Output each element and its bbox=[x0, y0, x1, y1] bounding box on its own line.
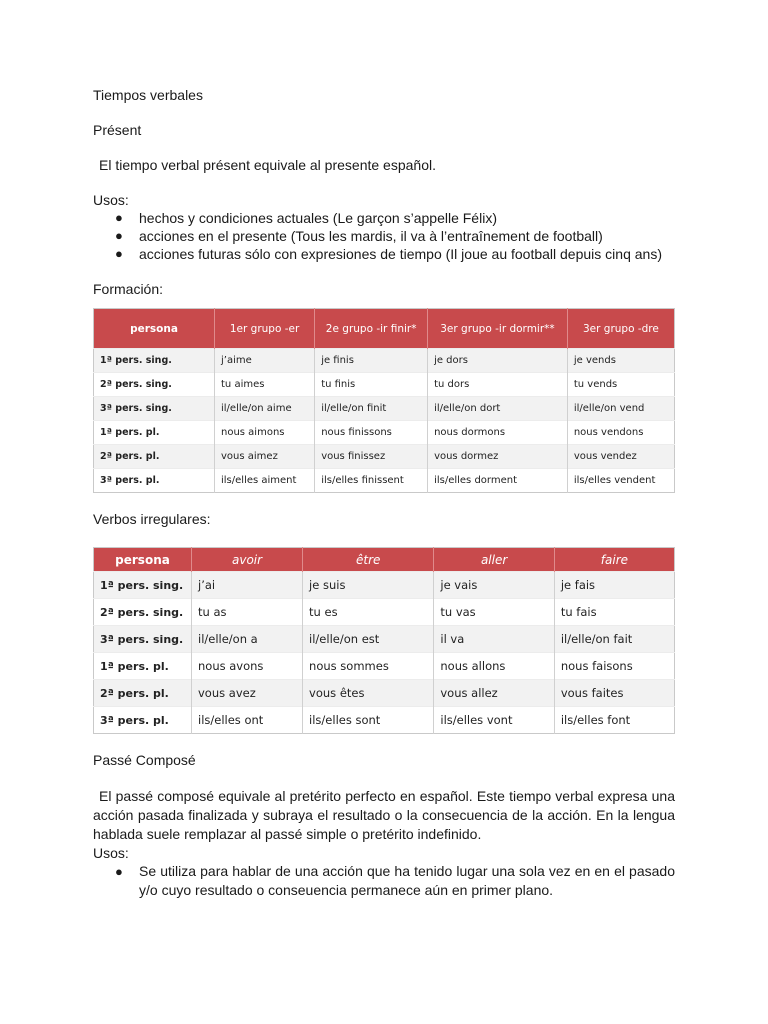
table-row bbox=[94, 599, 675, 626]
list-item: ● acciones futuras sólo con expresiones de tiempo (Il joue au football depuis cinq ans) bbox=[115, 246, 662, 262]
table-header: persona bbox=[94, 309, 215, 349]
table-cell: 3ª pers. pl. bbox=[94, 707, 192, 734]
table-cell: il/elle/on fait bbox=[554, 626, 674, 653]
table-row bbox=[94, 445, 675, 469]
table-row bbox=[94, 626, 675, 653]
passe-usos-list bbox=[93, 862, 675, 900]
table-header: aller bbox=[434, 548, 554, 572]
table-cell: ils/elles aiment bbox=[215, 469, 315, 493]
passe-compose-heading: Passé Composé bbox=[93, 752, 196, 768]
table-cell: il/elle/on aime bbox=[215, 397, 315, 421]
table-row bbox=[94, 680, 675, 707]
table-cell: vous dormez bbox=[428, 445, 568, 469]
table-cell: 2ª pers. sing. bbox=[94, 373, 215, 397]
table-row bbox=[94, 469, 675, 493]
document-title: Tiempos verbales bbox=[93, 87, 203, 103]
table-cell: tu finis bbox=[315, 373, 428, 397]
table-cell: 2ª pers. pl. bbox=[94, 445, 215, 469]
irregulares-label: Verbos irregulares: bbox=[93, 511, 211, 527]
bullet-icon: ● bbox=[115, 228, 123, 243]
table-cell: ils/elles dorment bbox=[428, 469, 568, 493]
bullet-icon: ● bbox=[115, 210, 123, 225]
table-cell: j’ai bbox=[192, 572, 303, 599]
table-cell: ils/elles vont bbox=[434, 707, 554, 734]
table-cell: je vends bbox=[567, 349, 674, 373]
passe-compose-paragraph: El passé composé equivale al pretérito perfecto en español. Este tiempo verbal expresa una acción pasada finalizada y subraya el resultado o la consecuencia de la acción. En la lengua hablada suele remplazar al passé simple o pretérito indefinido. bbox=[93, 788, 675, 842]
table-cell: ils/elles finissent bbox=[315, 469, 428, 493]
table-cell: vous allez bbox=[434, 680, 554, 707]
table-cell: 3ª pers. sing. bbox=[94, 397, 215, 421]
table-cell: nous dormons bbox=[428, 421, 568, 445]
document-page bbox=[93, 86, 675, 900]
table-cell: ils/elles sont bbox=[303, 707, 434, 734]
usos-label: Usos: bbox=[93, 192, 129, 208]
table-cell: ils/elles font bbox=[554, 707, 674, 734]
table-cell: 1ª pers. pl. bbox=[94, 421, 215, 445]
table-cell: vous avez bbox=[192, 680, 303, 707]
table-cell: tu dors bbox=[428, 373, 568, 397]
table-row bbox=[94, 349, 675, 373]
table-cell: vous faites bbox=[554, 680, 674, 707]
table-cell: il/elle/on vend bbox=[567, 397, 674, 421]
table-cell: 2ª pers. pl. bbox=[94, 680, 192, 707]
table-cell: il/elle/on finit bbox=[315, 397, 428, 421]
table-row bbox=[94, 373, 675, 397]
table-cell: il va bbox=[434, 626, 554, 653]
table-header-row bbox=[94, 548, 675, 572]
table-cell: vous vendez bbox=[567, 445, 674, 469]
table-cell: ils/elles vendent bbox=[567, 469, 674, 493]
table-cell: il/elle/on a bbox=[192, 626, 303, 653]
table-header: faire bbox=[554, 548, 674, 572]
table-header: persona bbox=[94, 548, 192, 572]
table-cell: tu es bbox=[303, 599, 434, 626]
table-cell: 1ª pers. sing. bbox=[94, 349, 215, 373]
table-cell: vous aimez bbox=[215, 445, 315, 469]
table-cell: ils/elles ont bbox=[192, 707, 303, 734]
table-cell: je dors bbox=[428, 349, 568, 373]
table-cell: il/elle/on dort bbox=[428, 397, 568, 421]
table-row bbox=[94, 707, 675, 734]
table-header: 1er grupo -er bbox=[215, 309, 315, 349]
table-header: 3er grupo -dre bbox=[567, 309, 674, 349]
formacion-label: Formación: bbox=[93, 281, 164, 297]
table-row bbox=[94, 421, 675, 445]
table-cell: il/elle/on est bbox=[303, 626, 434, 653]
table-cell: je vais bbox=[434, 572, 554, 599]
table-cell: nous aimons bbox=[215, 421, 315, 445]
table-cell: vous finissez bbox=[315, 445, 428, 469]
table-cell: je fais bbox=[554, 572, 674, 599]
table-row bbox=[94, 653, 675, 680]
table-cell: nous finissons bbox=[315, 421, 428, 445]
table-cell: je finis bbox=[315, 349, 428, 373]
table-cell: 1ª pers. pl. bbox=[94, 653, 192, 680]
table-header: avoir bbox=[192, 548, 303, 572]
table-cell: tu vends bbox=[567, 373, 674, 397]
irregular-verbs-table bbox=[93, 547, 675, 734]
table-cell: nous avons bbox=[192, 653, 303, 680]
table-header: 2e grupo -ir finir* bbox=[315, 309, 428, 349]
table-cell: 2ª pers. sing. bbox=[94, 599, 192, 626]
table-header: 3er grupo -ir dormir** bbox=[428, 309, 568, 349]
table-cell: vous êtes bbox=[303, 680, 434, 707]
bullet-icon: ● bbox=[115, 246, 123, 261]
list-item: ● Se utiliza para hablar de una acción que ha tenido lugar una sola vez en en el pasado y/o cuyo resultado o conseuencia permanece aún en primer plano. bbox=[115, 863, 675, 898]
table-cell: 1ª pers. sing. bbox=[94, 572, 192, 599]
table-header: être bbox=[303, 548, 434, 572]
table-cell: tu aimes bbox=[215, 373, 315, 397]
table-cell: nous faisons bbox=[554, 653, 674, 680]
passe-usos-label: Usos: bbox=[93, 845, 129, 861]
usos-list bbox=[93, 209, 675, 263]
table-cell: nous allons bbox=[434, 653, 554, 680]
table-cell: je suis bbox=[303, 572, 434, 599]
list-item: ● hechos y condiciones actuales (Le garçon s’appelle Félix) bbox=[115, 210, 497, 226]
table-cell: nous sommes bbox=[303, 653, 434, 680]
table-cell: 3ª pers. sing. bbox=[94, 626, 192, 653]
present-heading: Présent bbox=[93, 122, 142, 138]
table-cell: tu fais bbox=[554, 599, 674, 626]
bullet-icon: ● bbox=[115, 864, 123, 879]
table-header-row bbox=[94, 309, 675, 349]
table-row bbox=[94, 397, 675, 421]
regular-verbs-table bbox=[93, 308, 675, 493]
table-cell: j’aime bbox=[215, 349, 315, 373]
table-row bbox=[94, 572, 675, 599]
table-cell: 3ª pers. pl. bbox=[94, 469, 215, 493]
list-item: ● acciones en el presente (Tous les mardis, il va à l’entraînement de football) bbox=[115, 228, 603, 244]
table-cell: tu as bbox=[192, 599, 303, 626]
table-cell: nous vendons bbox=[567, 421, 674, 445]
present-intro: El tiempo verbal présent equivale al presente español. bbox=[99, 157, 436, 173]
table-cell: tu vas bbox=[434, 599, 554, 626]
